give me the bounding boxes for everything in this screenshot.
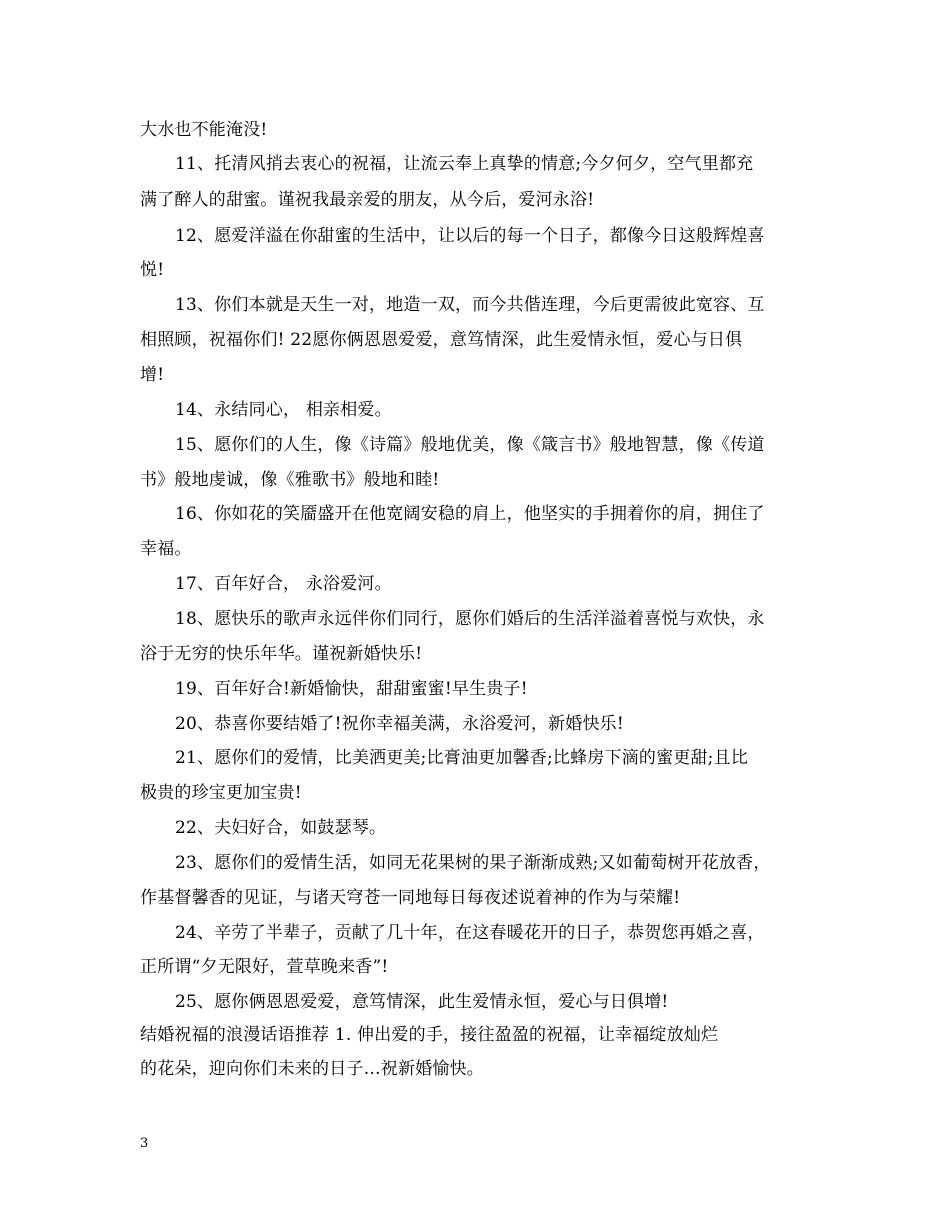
text-line: 17、百年好合， 永浴爱河。 [175,574,392,594]
text-line: 16、你如花的笑靥盛开在他宽阔安稳的肩上，他坚实的手拥着你的肩，拥住了 [175,504,765,524]
text-line: 的花朵，迎向你们未来的日子…祝新婚愉快。 [140,1059,484,1079]
text-line: 18、愿快乐的歌声永远伴你们同行，愿你们婚后的生活洋溢着喜悦与欢快，永 [175,609,765,629]
text-line: 相照顾，祝福你们! 22愿你俩恩恩爱爱，意笃情深，此生爱情永恒，爱心与日俱 [140,330,743,350]
text-line: 12、愿爱洋溢在你甜蜜的生活中，让以后的每一个日子，都像今日这般辉煌喜 [175,226,765,246]
text-line: 15、愿你们的人生，像《诗篇》般地优美，像《箴言书》般地智慧，像《传道 [175,435,765,455]
text-line: 21、愿你们的爱情，比美洒更美;比膏油更加馨香;比蜂房下滴的蜜更甜;且比 [175,748,749,768]
text-line: 14、永结同心， 相亲相爱。 [175,400,392,420]
text-line: 24、辛劳了半辈子，贡献了几十年，在这春暖花开的日子，恭贺您再婚之喜， [175,923,765,943]
text-line: 13、你们本就是天生一对，地造一双，而今共偕连理，今后更需彼此宽容、互 [175,295,765,315]
text-line: 正所谓“夕无限好，萱草晚来香”! [140,957,389,977]
text-line: 25、愿你俩恩恩爱爱，意笃情深，此生爱情永恒，爱心与日俱增! [175,992,669,1012]
text-line: 书》般地虔诚，像《雅歌书》般地和睦! [140,470,440,490]
text-line: 悦! [140,260,165,280]
text-line: 满了醉人的甜蜜。谨祝我最亲爱的朋友，从今后，爱河永浴! [140,190,595,210]
text-line: 19、百年好合!新婚愉快，甜甜蜜蜜!早生贵子! [175,679,528,699]
text-line: 结婚祝福的浪漫话语推荐 1. 伸出爱的手，接往盈盈的祝福，让幸福绽放灿烂 [140,1025,719,1045]
text-line: 幸福。 [140,539,192,559]
text-line: 11、托清风捎去衷心的祝福，让流云奉上真挚的情意;今夕何夕，空气里都充 [175,154,754,174]
text-line: 极贵的珍宝更加宝贵! [140,783,302,803]
text-line: 大水也不能淹没! [140,120,268,140]
page-number: 3 [140,1136,149,1151]
text-line: 浴于无穷的快乐年华。谨祝新婚快乐! [140,644,423,664]
text-line: 增! [140,365,165,385]
text-line: 22、夫妇好合，如鼓瑟琴。 [175,818,387,838]
text-line: 作基督馨香的见证，与诸天穹苍一同地每日每夜述说着神的作为与荣耀! [140,888,681,908]
text-line: 20、恭喜你要结婚了!祝你幸福美满，永浴爱河，新婚快乐! [175,714,624,734]
text-line: 23、愿你们的爱情生活，如同无花果树的果子渐渐成熟;又如葡萄树开花放香， [175,853,771,873]
